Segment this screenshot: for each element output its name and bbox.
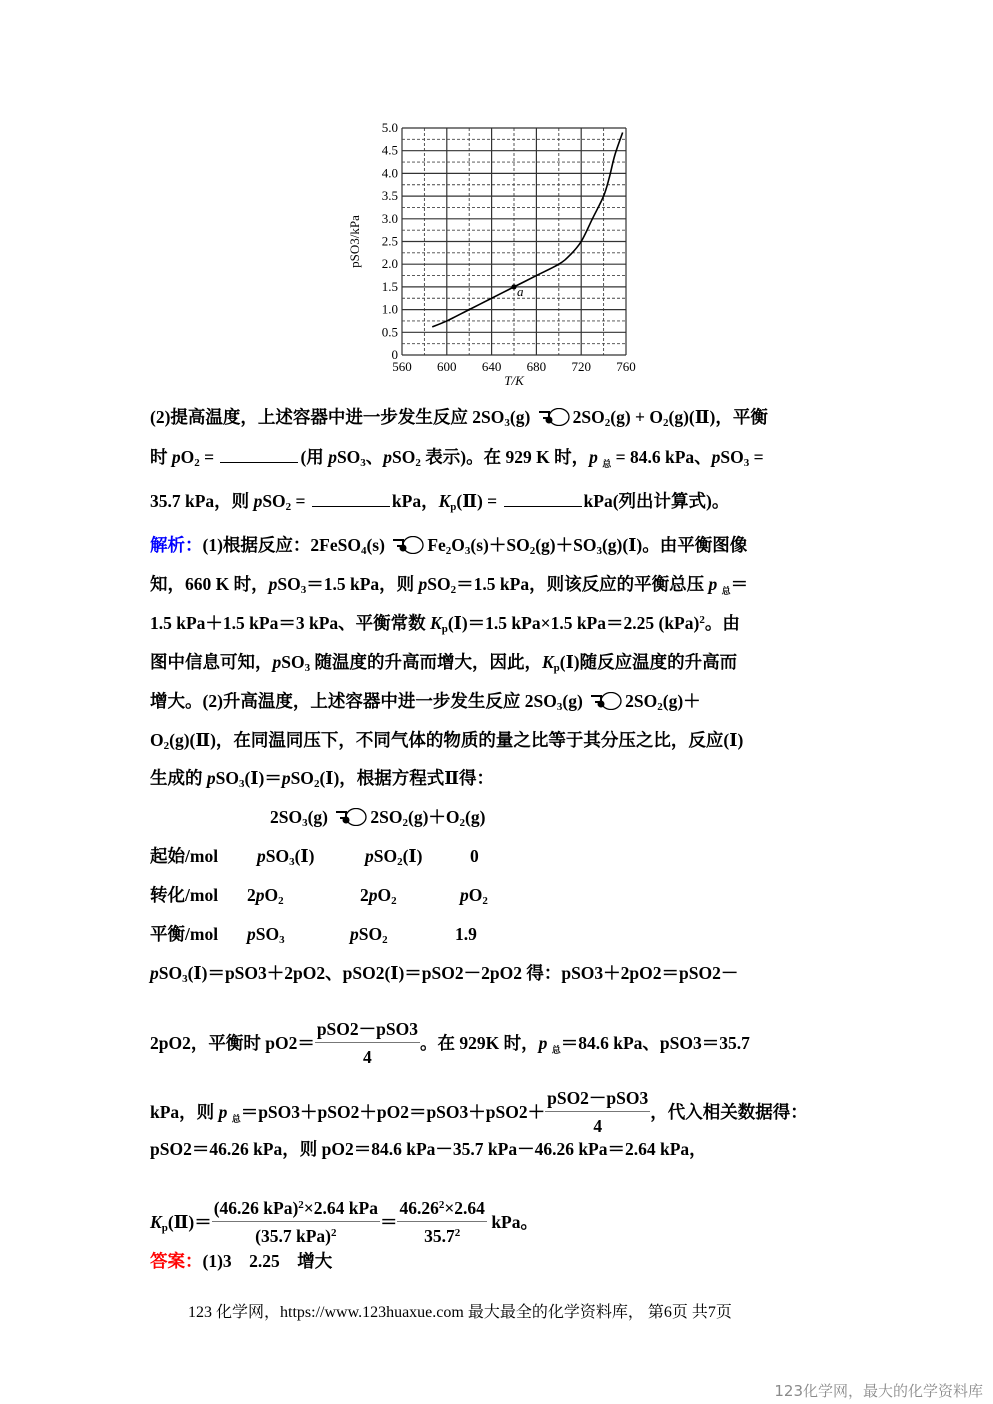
question-2-line-2: 时 $pO_2$ = (用 pSO$_3$、pSO$_2$ 表示)。在 929 K 时，p $_总$ = 84.6 kPa、pSO$_3$ = (150, 447, 764, 469)
text: kPa，则 (150, 1102, 219, 1123)
question-2-line-3: 35.7 kPa，则 pSO$_2$ = kPa，$K_p(Ⅱ) = kPa$(列出计算式)。 (150, 491, 730, 513)
text: (Ⅰ)，根据方程式Ⅱ得： (319, 768, 495, 788)
text: 图中信息可知， (150, 652, 273, 672)
denominator: (35.7 kPa)$^2$ (212, 1221, 380, 1247)
text: 增大。(2)升高温度，上述容器中进一步发生反应 2SO (150, 691, 557, 711)
y-tick-label: 5.0 (381, 120, 398, 135)
y-tick-label: 1.0 (381, 301, 398, 317)
row-label: 平衡/mol (150, 924, 219, 944)
x-axis-label: T/K (504, 373, 524, 388)
text: (g) (465, 807, 486, 827)
text: 随温度的升高而增大，因此， (310, 652, 542, 672)
equilibrium-arrow-icon (334, 808, 368, 826)
text: (1)根据反应：2FeSO (202, 535, 361, 555)
text: ＝1.5 kPa，则该反应的平衡总压 (456, 574, 709, 594)
analysis-line-6: $O_2(g)(Ⅱ)$，在同温同压下，不同气体的物质的量之比等于其分压之比，反应(Ⅰ) (150, 730, 744, 752)
x-tick-label: 760 (616, 359, 636, 374)
text: (g) (307, 807, 333, 827)
analysis-line-3: 1.5 kPa＋1.5 kPa＝3 kPa、平衡常数 $K_p(Ⅰ)=1.5$ kPa×1.5 kPa＝2.25 (kPa)$^2$。由 (150, 613, 740, 635)
cell: pSO$_3$ (247, 924, 285, 946)
denominator: 4 (315, 1042, 420, 1068)
answer-label: 答案： (150, 1251, 203, 1271)
numerator: pSO2－pSO3 (316, 1019, 418, 1039)
point-a-marker (511, 284, 516, 289)
y-tick-label: 2.5 (381, 233, 398, 249)
derivation-line-3: kPa，则 p $_总$＝pSO3＋pSO2＋pO2＝pSO3＋pSO2＋ $\frac{\text{pSO2－pSO3}}{4}$ ，代入相关数据得： (150, 1088, 808, 1136)
x-tick-label: 720 (571, 359, 591, 374)
text: ＝pSO3＋pSO2＋pO2＝pSO3＋pSO2＋ (240, 1102, 546, 1123)
fraction (397, 1197, 486, 1247)
text: O (451, 535, 465, 555)
text: O (150, 730, 164, 750)
derivation-line-1: pSO$_3$(Ⅰ)＝pSO3＋2pO2、pSO2(Ⅰ)＝pSO2－2pO2 得：pSO3＋2pO2＝pSO2－ (150, 963, 739, 985)
pso3-vs-temperature-chart (345, 115, 655, 395)
text: (s)＋SO (470, 535, 530, 555)
text: (g)＋ (662, 691, 701, 711)
y-tick-label: 0 (391, 347, 398, 362)
row-label: 转化/mol (150, 885, 219, 905)
denominator: 4 (545, 1111, 650, 1137)
text: 1.5 kPa＋1.5 kPa＝3 kPa、平衡常数 (150, 613, 431, 633)
page-footer: 123 化学网，https://www.123huaxue.com 最大最全的化学资料库， 第6页 共7页 (188, 1304, 732, 1321)
chart-svg (345, 115, 655, 395)
text: (2)提高温度，上述容器中进一步发生反应 2SO (150, 407, 505, 427)
text: 2SO (370, 807, 403, 827)
table-row (150, 884, 488, 907)
denominator: 35.7$^2$ (397, 1221, 486, 1247)
text: 2SO (572, 407, 605, 427)
text: (g)＋O (408, 807, 460, 827)
numerator: (46.26 kPa)$^2$×2.64 kPa (213, 1198, 378, 1218)
text: ×2.64 kPa (303, 1198, 378, 1218)
text: 生成的 (150, 768, 207, 788)
text: (g) + O (610, 407, 664, 427)
fraction (212, 1197, 380, 1247)
answer-line (150, 1250, 332, 1272)
analysis-line-7: 生成的 pSO$_3$(Ⅰ)＝pSO$_2$(Ⅰ)，根据方程式Ⅱ得： (150, 768, 495, 790)
text: (Ⅱ) = (456, 491, 502, 511)
analysis-line-1: 解析：(1)根据反应：2FeSO$_4$(s) $Fe_2O_3(s)+SO_2(g)+SO_3(g)(Ⅰ)$。由平衡图像 (150, 535, 748, 557)
text: (g) (562, 691, 588, 711)
y-tick-label: 0.5 (381, 324, 398, 340)
text: (g) (509, 407, 535, 427)
text: (Ⅰ)＝1.5 kPa×1.5 kPa＝2.25 (kPa) (447, 613, 700, 633)
text: Fe (427, 535, 446, 555)
text: ，代入相关数据得： (650, 1102, 808, 1123)
text: ＝1.5 kPa，则 (306, 574, 419, 594)
cell: 1.9 (455, 924, 477, 944)
cell: pSO$_2$(Ⅰ) (365, 846, 423, 868)
numerator: $46.26^2\times 2.64$ (399, 1198, 485, 1218)
y-tick-label: 2.0 (381, 256, 398, 272)
question-2-line-1: (2)提高温度，上述容器中进一步发生反应 $2SO_3(g) 2SO_2(g)$ + $O_2(g)(Ⅱ)$，平衡 (150, 407, 768, 429)
derivation-line-4 (150, 1138, 707, 1160)
cell: pSO$_2$ (350, 924, 388, 946)
text: 2pO2，平衡时 pO2＝ (150, 1033, 315, 1054)
text: ×2.64 (444, 1198, 485, 1218)
text: (s) (366, 535, 390, 555)
y-tick-label: 3.5 (381, 188, 398, 204)
text: kPa， (391, 491, 439, 511)
fraction (315, 1018, 420, 1068)
y-tick-label: 4.5 (381, 142, 398, 158)
watermark: 123化学网，最大的化学资料库 (774, 1382, 983, 1400)
numerator: pSO2－pSO3 (547, 1088, 649, 1108)
text: (Ⅱ)＝ (167, 1212, 212, 1233)
x-tick-label: 680 (526, 359, 547, 374)
text: (g)(Ⅱ)，平衡 (668, 407, 768, 427)
cell: $2pO_2$ (360, 885, 397, 907)
text: (35.7 kPa) (255, 1226, 331, 1246)
text: kPa。 (486, 1212, 538, 1233)
answer-blank-2[interactable] (312, 492, 390, 507)
fraction (545, 1087, 650, 1137)
text: = 84.6 kPa、 (611, 447, 712, 467)
x-tick-label: 560 (392, 359, 412, 374)
text: (用 (300, 447, 329, 467)
text: (Ⅰ)＝pSO3＋2pO2、pSO2(Ⅰ)＝pSO2－2pO2 得：pSO3＋2pO2＝pSO2－ (187, 963, 739, 983)
text: 。在 929K 时， (419, 1033, 539, 1054)
text: 35.7 (424, 1226, 455, 1246)
text: 2SO (270, 807, 303, 827)
kp-ii-expression: $K_p(Ⅱ)=$ $\frac{(46.26 kPa)^2\times 2.64 kPa}{(35.7 kPa)^2}$ ＝ $\frac{46.26^2\times 2.64}{35.7^2}$ kPa。 (150, 1198, 538, 1246)
answer-blank-3[interactable] (504, 492, 582, 507)
text: (Ⅰ)＝ (244, 768, 282, 788)
text: (46.26 kPa) (213, 1198, 299, 1218)
text: 46.26 (399, 1198, 439, 1218)
answer-blank-1[interactable] (220, 448, 298, 463)
text: ＝84.6 kPa、pSO3＝35.7 (560, 1033, 750, 1054)
text: (g)(Ⅰ)。由平衡图像 (601, 535, 748, 555)
text: pSO2＝46.26 kPa，则 pO2＝84.6 kPa－35.7 kPa－46.26 kPa＝2.64 kPa， (150, 1139, 707, 1159)
text: 知，660 K 时， (150, 574, 269, 594)
text: 35.7 kPa，则 (150, 491, 254, 511)
y-tick-label: 4.0 (381, 165, 398, 181)
cell: $2pO_2$ (247, 885, 284, 907)
text: (g)＋SO (535, 535, 597, 555)
analysis-line-2: 知，660 K 时，pSO$_3$＝1.5 kPa，则 pSO$_2$＝1.5 kPa，则该反应的平衡总压 p $_总$＝ (150, 574, 749, 596)
text: 时 (150, 447, 172, 467)
y-tick-label: 3.0 (381, 210, 398, 226)
equilibrium-arrow-icon (589, 692, 623, 710)
text: ＝ (379, 1212, 398, 1233)
text: kPa(列出计算式)。 (583, 491, 730, 511)
answer-text: (1)3 2.25 增大 (202, 1251, 333, 1271)
text: 。由 (704, 613, 740, 633)
analysis-line-5: 增大。(2)升高温度，上述容器中进一步发生反应 $2SO_3(g)$ $2SO_2(g)+$ (150, 691, 701, 713)
x-tick-label: 640 (481, 359, 502, 374)
cell: 0 (470, 846, 479, 866)
row-label: 起始/mol (150, 846, 219, 866)
point-a-label: a (517, 283, 524, 299)
text: (g)(Ⅱ)，在同温同压下，不同气体的物质的量之比等于其分压之比，反应(Ⅰ) (169, 730, 744, 750)
table-row (150, 923, 477, 946)
x-tick-label: 600 (437, 359, 457, 374)
text: (Ⅰ)随反应温度的升高而 (559, 652, 738, 672)
table-row (150, 845, 479, 868)
text: 2SO (625, 691, 658, 711)
cell: $pO_2$ (460, 885, 488, 907)
cell: pSO$_3$(Ⅰ) (257, 846, 315, 868)
equilibrium-arrow-icon (537, 408, 571, 426)
analysis-line-4: 图中信息可知，pSO$_3$ 随温度的升高而增大，因此，$K_p(Ⅰ)$随反应温度的升高而 (150, 652, 738, 674)
derivation-line-2: 2pO2，平衡时 pO2＝ $\frac{\text{pSO2－pSO3}}{4}$ 。在 929K 时，p $_总$＝84.6 kPa、pSO3＝35.7 (150, 1019, 750, 1067)
y-tick-label: 1.5 (381, 278, 398, 294)
equilibrium-arrow-icon (391, 536, 425, 554)
equation-ii: $2SO_3(g)$ $2SO_2(g)+O_2(g)$ (270, 807, 486, 829)
text: 表示)。在 929 K 时， (425, 447, 590, 467)
analysis-label: 解析： (150, 535, 203, 555)
y-axis-label: pSO3/kPa (347, 215, 362, 268)
